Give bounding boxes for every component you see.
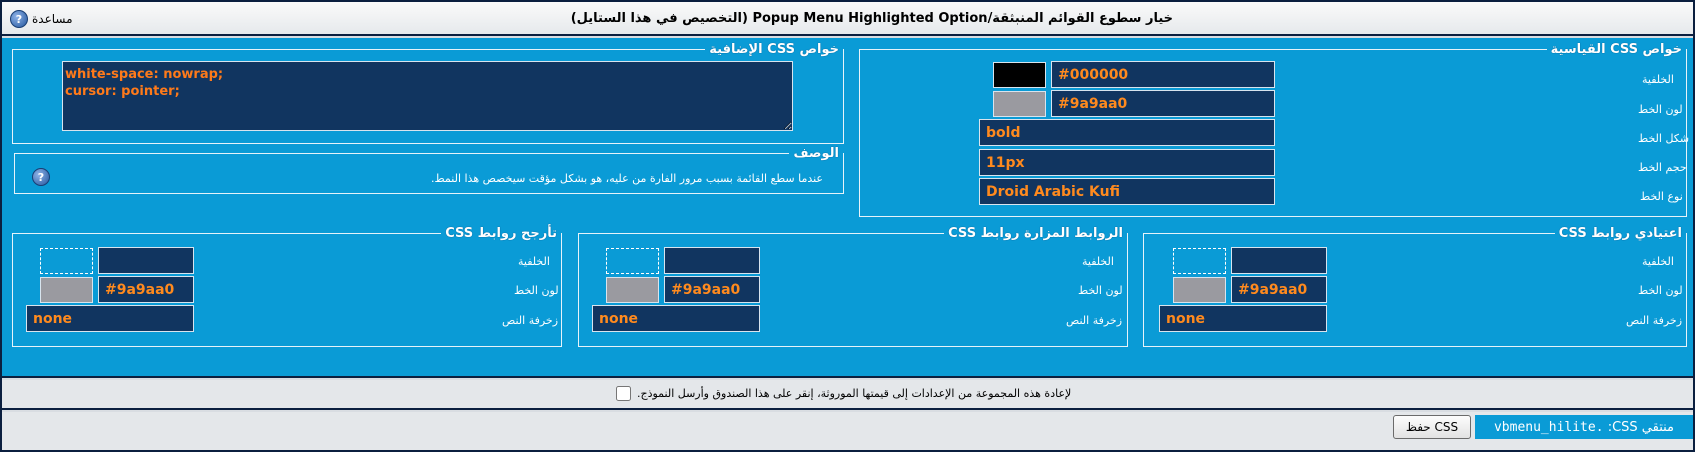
visited-links-legend: الروابط المزارة روابط CSS [948,226,1123,241]
css-selector-prefix: منتقي CSS: [1607,419,1675,435]
hover-links-legend: تأرجح روابط CSS [445,226,557,241]
visited-links-decoration-input[interactable]: none [592,305,760,332]
normal-links-color-label: لون الخط [1638,284,1683,297]
background-swatch[interactable] [993,62,1046,88]
reset-option[interactable] [616,386,1071,401]
main-panel [2,38,1693,378]
save-css-button[interactable]: حفظ CSS [1393,415,1471,439]
hover-links-color-label: لون الخط [514,284,559,297]
font-family-input[interactable]: Droid Arabic Kufi [979,178,1275,205]
description-help-icon[interactable]: ? [32,168,50,186]
visited-links-color-swatch[interactable] [606,277,659,303]
extra-css-textarea[interactable] [62,61,793,131]
reset-text: لإعادة هذه المجموعة من الإعدادات إلى قيمتها الموروثة، إنقر على هذا الصندوق وأرسل النموذج. [637,387,1072,400]
standard-css-legend: خواص CSS القياسية [1550,42,1682,57]
hover-links-decoration-input[interactable]: none [26,305,194,332]
background-label: الخلفية [1642,73,1674,86]
hover-links-background-input[interactable] [98,247,194,274]
visited-links-background-label: الخلفية [1082,255,1114,268]
font-color-swatch[interactable] [993,91,1046,117]
visited-links-decoration-label: زخرفة النص [1066,314,1123,327]
normal-links-legend: اعتيادي روابط CSS [1558,226,1682,241]
normal-links-background-input[interactable] [1231,247,1327,274]
normal-links-background-swatch[interactable] [1173,248,1226,274]
description-legend: الوصف [793,146,839,161]
reset-checkbox[interactable] [616,386,631,401]
background-input[interactable]: #000000 [1051,61,1275,88]
font-weight-input[interactable]: bold [979,119,1275,146]
css-selector-value: .vbmenu_hilite [1493,419,1604,435]
help-link[interactable] [10,10,73,28]
font-size-label: حجم الخط [1638,161,1687,174]
font-color-input[interactable]: #9a9aa0 [1051,90,1275,117]
description-text: عندما سطع القائمة بسبب مرور الفارة من عليه، هو بشكل مؤقت سيخصص هذا النمط. [430,172,823,185]
title-bar [2,2,1693,36]
extra-css-legend: خواص CSS الإضافية [709,42,839,57]
reset-row [2,380,1693,410]
normal-links-color-swatch[interactable] [1173,277,1226,303]
normal-links-decoration-input[interactable]: none [1159,305,1327,332]
page-title: خيار سطوع القوائم المنبثقة/Popup Menu Highlighted Option (التخصيص في هذا الستايل) [570,11,1173,26]
font-weight-label: شكل الخط [1638,132,1690,145]
font-size-input[interactable]: 11px [979,149,1275,176]
visited-links-background-input[interactable] [664,247,760,274]
help-label[interactable]: مساعدة [32,12,73,26]
help-icon[interactable]: ? [10,10,28,28]
hover-links-background-swatch[interactable] [40,248,93,274]
normal-links-color-input[interactable]: #9a9aa0 [1231,276,1327,303]
normal-links-decoration-label: زخرفة النص [1626,314,1683,327]
font-color-label: لون الخط [1638,103,1683,116]
visited-links-color-label: لون الخط [1078,284,1123,297]
visited-links-background-swatch[interactable] [606,248,659,274]
font-family-label: نوع الخط [1640,190,1683,203]
hover-links-background-label: الخلفية [518,255,550,268]
description-fieldset [14,146,844,194]
normal-links-background-label: الخلفية [1642,255,1674,268]
hover-links-decoration-label: زخرفة النص [502,314,559,327]
hover-links-color-swatch[interactable] [40,277,93,303]
css-selector-chip [1475,415,1693,439]
visited-links-color-input[interactable]: #9a9aa0 [664,276,760,303]
hover-links-color-input[interactable]: #9a9aa0 [98,276,194,303]
footer [2,412,1693,450]
